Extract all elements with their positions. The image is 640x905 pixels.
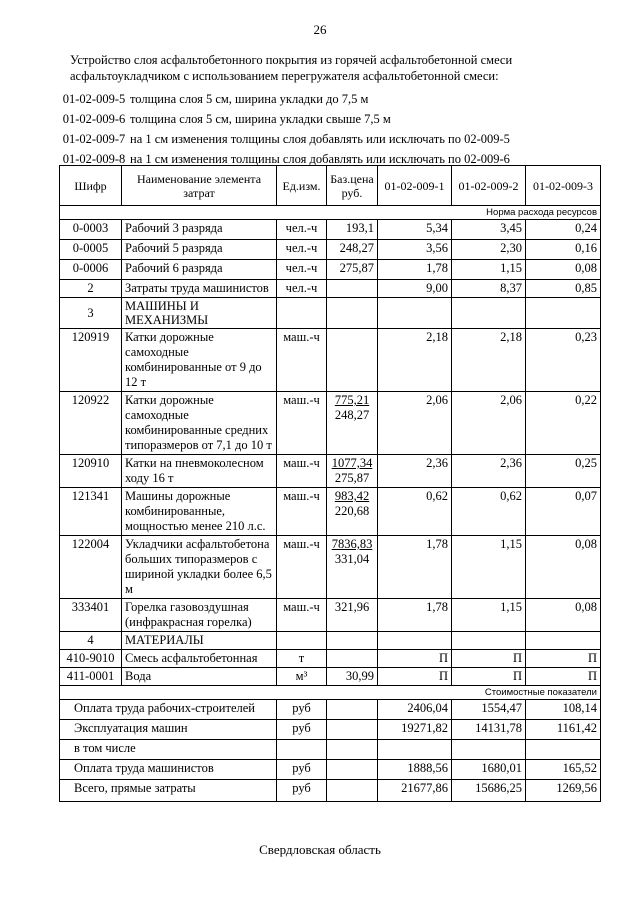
cell-code: 410-9010 — [60, 650, 122, 668]
cost-row — [60, 720, 601, 740]
price: 220,68 — [334, 504, 370, 518]
cost-v2: 14131,78 — [452, 720, 526, 740]
section-row — [60, 298, 601, 329]
cell-name: Катки дорожные самоходные комбинированные средних типоразмеров от 7,1 до 10 т — [122, 392, 277, 455]
table-row — [60, 220, 601, 240]
cell-name: Горелка газовоздушная (инфракрасная горелка) — [122, 599, 277, 632]
cell-v2: П — [452, 650, 526, 668]
code-row — [58, 129, 618, 149]
cost-name: Всего, прямые затраты — [60, 780, 277, 802]
cell-unit: маш.-ч — [277, 455, 327, 488]
cost-v2: 1680,01 — [452, 760, 526, 780]
cell-name: Затраты труда машинистов — [122, 280, 277, 298]
code-row — [58, 89, 618, 109]
cell-unit: маш.-ч — [277, 536, 327, 599]
cell-code: 411-0001 — [60, 668, 122, 686]
cost-unit: руб — [277, 700, 327, 720]
cost-name: Эксплуатация машин — [60, 720, 277, 740]
cell-unit: чел.-ч — [277, 260, 327, 280]
cell-v2: 3,45 — [452, 220, 526, 240]
price-top: 983,42 — [334, 489, 370, 503]
cell-code: 0-0003 — [60, 220, 122, 240]
cost-unit: руб — [277, 780, 327, 802]
cell-v3: 0,23 — [526, 329, 601, 392]
cell-price: 248,27 — [327, 240, 378, 260]
empty-cell — [327, 298, 378, 329]
cell-v1: 3,56 — [378, 240, 452, 260]
cost-v3: 165,52 — [526, 760, 601, 780]
empty-cell — [327, 720, 378, 740]
table-row — [60, 240, 601, 260]
cell-v3: 0,22 — [526, 392, 601, 455]
cell-v1: 0,62 — [378, 488, 452, 536]
cell-name: Катки дорожные самоходные комбинированные от 9 до 12 т — [122, 329, 277, 392]
cell-v2: 0,62 — [452, 488, 526, 536]
norm-subheader — [60, 206, 601, 220]
code-list — [58, 89, 618, 169]
empty-cell — [327, 632, 378, 650]
cell-v3: 0,07 — [526, 488, 601, 536]
price: 331,04 — [334, 552, 370, 566]
empty-cell — [327, 760, 378, 780]
cost-unit: руб — [277, 720, 327, 740]
cell-v1: 9,00 — [378, 280, 452, 298]
header-cipher: Шифр — [60, 166, 122, 206]
cost-v1 — [378, 740, 452, 760]
empty-cell — [327, 700, 378, 720]
header-unit: Ед.изм. — [277, 166, 327, 206]
table-row — [60, 392, 601, 455]
empty-cell — [526, 632, 601, 650]
cell-v1: П — [378, 668, 452, 686]
cell-price — [327, 329, 378, 392]
machinist-row — [60, 280, 601, 298]
cost-unit — [277, 740, 327, 760]
cell-unit: т — [277, 650, 327, 668]
empty-cell — [452, 298, 526, 329]
cell-name: Укладчики асфальтобетона больших типоразмеров с шириной укладки более 6,5 м — [122, 536, 277, 599]
cell-price — [327, 280, 378, 298]
code: 01-02-009-5 — [62, 92, 126, 106]
table-row — [60, 488, 601, 536]
cell-name: Рабочий 3 разряда — [122, 220, 277, 240]
cell-v3: 0,08 — [526, 599, 601, 632]
price: 275,87 — [334, 471, 370, 485]
cell-v1: 2,36 — [378, 455, 452, 488]
cell-price — [327, 455, 378, 488]
cost-v1: 19271,82 — [378, 720, 452, 740]
cell-unit: чел.-ч — [277, 280, 327, 298]
cell-code: 2 — [60, 280, 122, 298]
cell-code: 120922 — [60, 392, 122, 455]
cell-price — [327, 392, 378, 455]
norm-label: Норма расхода ресурсов — [60, 206, 601, 220]
code: 01-02-009-6 — [62, 112, 126, 126]
header-col2: 01-02-009-2 — [452, 166, 526, 206]
cell-v3: 0,24 — [526, 220, 601, 240]
cell-v3: 0,08 — [526, 260, 601, 280]
section-code: 4 — [60, 632, 122, 650]
cell-v3: П — [526, 650, 601, 668]
cell-code: 121341 — [60, 488, 122, 536]
resource-table — [59, 165, 601, 802]
cell-unit: чел.-ч — [277, 240, 327, 260]
cell-name: Катки на пневмоколесном ходу 16 т — [122, 455, 277, 488]
header-col3: 01-02-009-3 — [526, 166, 601, 206]
cell-v2: П — [452, 668, 526, 686]
cell-unit: маш.-ч — [277, 392, 327, 455]
cell-v1: 1,78 — [378, 536, 452, 599]
code: 01-02-009-7 — [62, 132, 126, 146]
empty-cell — [526, 298, 601, 329]
cost-v1: 2406,04 — [378, 700, 452, 720]
table-row — [60, 599, 601, 632]
cell-unit: маш.-ч — [277, 488, 327, 536]
cell-name: Машины дорожные комбинированные, мощностью менее 210 л.с. — [122, 488, 277, 536]
cell-v2: 1,15 — [452, 599, 526, 632]
table-row — [60, 260, 601, 280]
cost-name: в том числе — [60, 740, 277, 760]
empty-cell — [277, 298, 327, 329]
cell-v3: П — [526, 668, 601, 686]
cell-unit: м³ — [277, 668, 327, 686]
section-title: МАТЕРИАЛЫ — [122, 632, 277, 650]
code-desc: толщина слоя 5 см, ширина укладки до 7,5 м — [130, 92, 369, 106]
cost-v2: 15686,25 — [452, 780, 526, 802]
empty-cell — [452, 632, 526, 650]
empty-cell — [327, 780, 378, 802]
empty-cell — [378, 632, 452, 650]
header-price: Баз.цена руб. — [327, 166, 378, 206]
table-row — [60, 329, 601, 392]
price: 248,27 — [334, 408, 370, 422]
cost-row — [60, 740, 601, 760]
cell-price — [327, 650, 378, 668]
cost-v1: 1888,56 — [378, 760, 452, 780]
code: 01-02-009-8 — [62, 152, 126, 166]
cell-v2: 1,15 — [452, 536, 526, 599]
cell-v1: 5,34 — [378, 220, 452, 240]
header-col1: 01-02-009-1 — [378, 166, 452, 206]
cell-v2: 2,18 — [452, 329, 526, 392]
cell-v2: 8,37 — [452, 280, 526, 298]
price-top: 7836,83 — [331, 537, 373, 551]
cost-name: Оплата труда машинистов — [60, 760, 277, 780]
cell-name: Рабочий 6 разряда — [122, 260, 277, 280]
cell-unit: маш.-ч — [277, 329, 327, 392]
cost-row — [60, 780, 601, 802]
cell-price: 30,99 — [327, 668, 378, 686]
cell-code: 120910 — [60, 455, 122, 488]
cell-price: 275,87 — [327, 260, 378, 280]
cell-v2: 2,06 — [452, 392, 526, 455]
cost-label: Стоимостные показатели — [60, 686, 601, 700]
cost-v1: 21677,86 — [378, 780, 452, 802]
cell-unit: маш.-ч — [277, 599, 327, 632]
header-row — [60, 166, 601, 206]
cost-v2 — [452, 740, 526, 760]
cost-v3 — [526, 740, 601, 760]
cost-name: Оплата труда рабочих-строителей — [60, 700, 277, 720]
cell-v3: 0,16 — [526, 240, 601, 260]
header-name: Наименование элемента затрат — [122, 166, 277, 206]
cell-v3: 0,85 — [526, 280, 601, 298]
cell-v1: 1,78 — [378, 599, 452, 632]
cell-name: Вода — [122, 668, 277, 686]
cell-name: Смесь асфальтобетонная — [122, 650, 277, 668]
cost-v3: 108,14 — [526, 700, 601, 720]
code-desc: толщина слоя 5 см, ширина укладки свыше 7,5 м — [130, 112, 391, 126]
cell-code: 122004 — [60, 536, 122, 599]
cell-price — [327, 488, 378, 536]
cell-name: Рабочий 5 разряда — [122, 240, 277, 260]
cost-subheader — [60, 686, 601, 700]
cell-v1: 2,06 — [378, 392, 452, 455]
code-desc: на 1 см изменения толщины слоя добавлять или исключать по 02-009-5 — [130, 132, 510, 146]
empty-cell — [327, 740, 378, 760]
cell-price — [327, 536, 378, 599]
empty-cell — [378, 298, 452, 329]
section-title: МАШИНЫ И МЕХАНИЗМЫ — [122, 298, 277, 329]
section-row — [60, 632, 601, 650]
page-number: 26 — [313, 22, 327, 37]
cost-row — [60, 760, 601, 780]
cell-code: 120919 — [60, 329, 122, 392]
code-row — [58, 109, 618, 129]
cell-v2: 2,36 — [452, 455, 526, 488]
cost-unit: руб — [277, 760, 327, 780]
cell-v1: 1,78 — [378, 260, 452, 280]
cell-v3: 0,25 — [526, 455, 601, 488]
table-row — [60, 668, 601, 686]
table-row — [60, 536, 601, 599]
cost-v3: 1269,56 — [526, 780, 601, 802]
footer-region: Свердловская область — [259, 842, 381, 857]
price-top: 1077,34 — [331, 456, 373, 470]
table-row — [60, 455, 601, 488]
cell-price: 321,96 — [327, 599, 378, 632]
table-row — [60, 650, 601, 668]
code-desc: на 1 см изменения толщины слоя добавлять или исключать по 02-009-6 — [130, 152, 510, 166]
empty-cell — [277, 632, 327, 650]
cell-code: 0-0006 — [60, 260, 122, 280]
cell-price: 193,1 — [327, 220, 378, 240]
cell-v2: 2,30 — [452, 240, 526, 260]
cell-code: 333401 — [60, 599, 122, 632]
section-code: 3 — [60, 298, 122, 329]
cell-v3: 0,08 — [526, 536, 601, 599]
cell-v1: П — [378, 650, 452, 668]
price-top: 775,21 — [334, 393, 370, 407]
cost-v2: 1554,47 — [452, 700, 526, 720]
cell-v1: 2,18 — [378, 329, 452, 392]
intro-text: Устройство слоя асфальтобетонного покрытия из горячей асфальтобетонной смеси асфальтоукладчиком с использованием перегружателя асфальтобетонной смеси: — [70, 53, 513, 83]
cost-row — [60, 700, 601, 720]
cost-v3: 1161,42 — [526, 720, 601, 740]
cell-unit: чел.-ч — [277, 220, 327, 240]
cell-code: 0-0005 — [60, 240, 122, 260]
cell-v2: 1,15 — [452, 260, 526, 280]
